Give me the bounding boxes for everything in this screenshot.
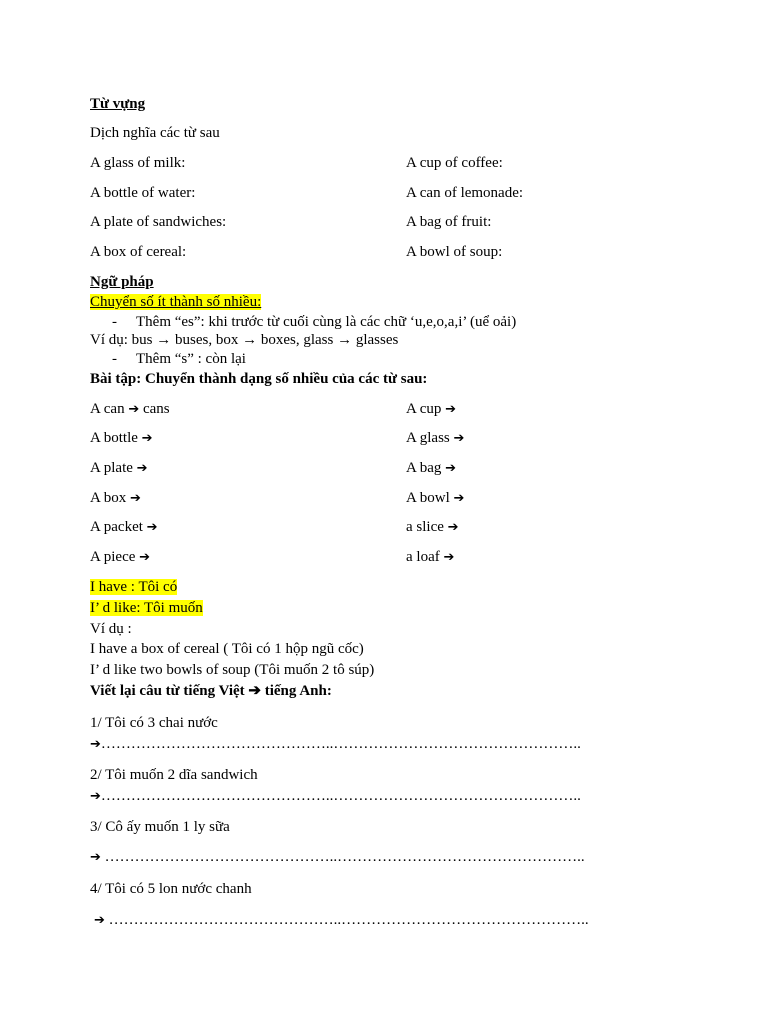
bullet-marker: - bbox=[112, 351, 117, 367]
grammar-heading: Ngữ pháp bbox=[90, 274, 154, 290]
phrase-example: I have a box of cereal ( Tôi có 1 hộp ngũ cốc) bbox=[90, 641, 364, 657]
grammar-rule-title bbox=[90, 293, 261, 311]
plural-word: A bowl bbox=[406, 490, 450, 506]
plural-word: A bottle bbox=[90, 430, 138, 446]
arrow-icon: ➔ bbox=[445, 402, 457, 417]
arrow-icon: ➔ bbox=[90, 789, 101, 804]
plural-word: A cup bbox=[406, 401, 442, 417]
phrase-have-text: I have : Tôi có bbox=[90, 579, 178, 595]
arrow-icon: ➔ bbox=[94, 913, 105, 928]
translate-prompt: 3/ Cô ấy muốn 1 ly sữa bbox=[90, 819, 230, 835]
answer-blank: ………………………………………..………………………………………….. bbox=[100, 849, 585, 865]
plural-item bbox=[406, 548, 454, 567]
phrase-like-text: I’ d like: Tôi muốn bbox=[90, 600, 203, 616]
arrow-icon: ➔ bbox=[453, 491, 465, 506]
phrase-example-label: Ví dụ : bbox=[90, 621, 132, 637]
plural-word: A packet bbox=[90, 519, 143, 535]
vocab-item: A cup of coffee: bbox=[406, 155, 503, 171]
arrow-icon: ➔ bbox=[90, 737, 101, 752]
plural-word: A can bbox=[90, 401, 125, 417]
plural-item bbox=[90, 518, 158, 537]
arrow-icon: ➔ bbox=[146, 520, 158, 535]
answer-blank: ………………………………………..………………………………………….. bbox=[104, 912, 589, 928]
answer-blank: ………………………………………..………………………………………….. bbox=[100, 736, 581, 752]
grammar-example: Ví dụ: bus → buses, box → boxes, glass → glasses bbox=[90, 332, 399, 348]
plural-exercise-title: Bài tập: Chuyển thành dạng số nhiều của các từ sau: bbox=[90, 371, 428, 387]
phrase-example: I’ d like two bowls of soup (Tôi muốn 2 tô súp) bbox=[90, 662, 375, 678]
bullet-marker: - bbox=[112, 314, 117, 330]
answer-line[interactable] bbox=[94, 911, 589, 930]
answer-line[interactable] bbox=[90, 787, 581, 806]
vocab-item: A bowl of soup: bbox=[406, 244, 503, 260]
plural-word: A plate bbox=[90, 460, 133, 476]
arrow-icon: ➔ bbox=[139, 550, 151, 565]
plural-item bbox=[406, 459, 456, 478]
plural-answer: cans bbox=[142, 401, 170, 417]
plural-item bbox=[406, 400, 456, 419]
grammar-bullet-es: Thêm “es”: khi trước từ cuối cùng là các chữ ‘u,e,o,a,i’ (uể oải) bbox=[136, 314, 517, 330]
plural-word: a loaf bbox=[406, 549, 440, 565]
plural-item bbox=[406, 489, 464, 508]
translate-prompt: 1/ Tôi có 3 chai nước bbox=[90, 715, 218, 731]
arrow-icon: ➔ bbox=[141, 431, 153, 446]
answer-line[interactable] bbox=[90, 848, 585, 867]
vocab-item: A bottle of water: bbox=[90, 185, 196, 201]
translate-title: Viết lại câu từ tiếng Việt ➔ tiếng Anh: bbox=[90, 683, 332, 699]
plural-item bbox=[406, 518, 459, 537]
answer-blank: ………………………………………..………………………………………….. bbox=[100, 788, 581, 804]
vocab-item: A plate of sandwiches: bbox=[90, 214, 227, 230]
plural-item bbox=[90, 548, 150, 567]
plural-item bbox=[90, 429, 153, 448]
plural-word: A box bbox=[90, 490, 127, 506]
translate-prompt: 4/ Tôi có 5 lon nước chanh bbox=[90, 881, 252, 897]
plural-word: a slice bbox=[406, 519, 444, 535]
arrow-icon: ➔ bbox=[136, 461, 148, 476]
plural-item bbox=[90, 400, 170, 419]
vocab-item: A bag of fruit: bbox=[406, 214, 492, 230]
vocab-item: A can of lemonade: bbox=[406, 185, 524, 201]
grammar-rule-title-text: Chuyển số ít thành số nhiều: bbox=[90, 294, 262, 310]
vocab-heading: Từ vựng bbox=[90, 96, 146, 112]
vocab-instruction: Dịch nghĩa các từ sau bbox=[90, 125, 220, 141]
grammar-bullet-s: Thêm “s” : còn lại bbox=[136, 351, 246, 367]
arrow-icon: ➔ bbox=[443, 550, 455, 565]
plural-word: A piece bbox=[90, 549, 136, 565]
plural-word: A glass bbox=[406, 430, 450, 446]
answer-line[interactable] bbox=[90, 735, 581, 754]
arrow-icon: ➔ bbox=[90, 850, 101, 865]
vocab-item: A glass of milk: bbox=[90, 155, 186, 171]
plural-item bbox=[90, 489, 141, 508]
arrow-icon: ➔ bbox=[130, 491, 141, 506]
phrase-like bbox=[90, 599, 203, 617]
vocab-item: A box of cereal: bbox=[90, 244, 187, 260]
arrow-icon: ➔ bbox=[453, 431, 465, 446]
phrase-have bbox=[90, 578, 177, 596]
arrow-icon: ➔ bbox=[128, 402, 140, 417]
plural-word: A bag bbox=[406, 460, 442, 476]
arrow-icon: ➔ bbox=[447, 520, 459, 535]
translate-prompt: 2/ Tôi muốn 2 dĩa sandwich bbox=[90, 767, 258, 783]
plural-item bbox=[90, 459, 148, 478]
plural-item bbox=[406, 429, 464, 448]
arrow-icon: ➔ bbox=[445, 461, 457, 476]
